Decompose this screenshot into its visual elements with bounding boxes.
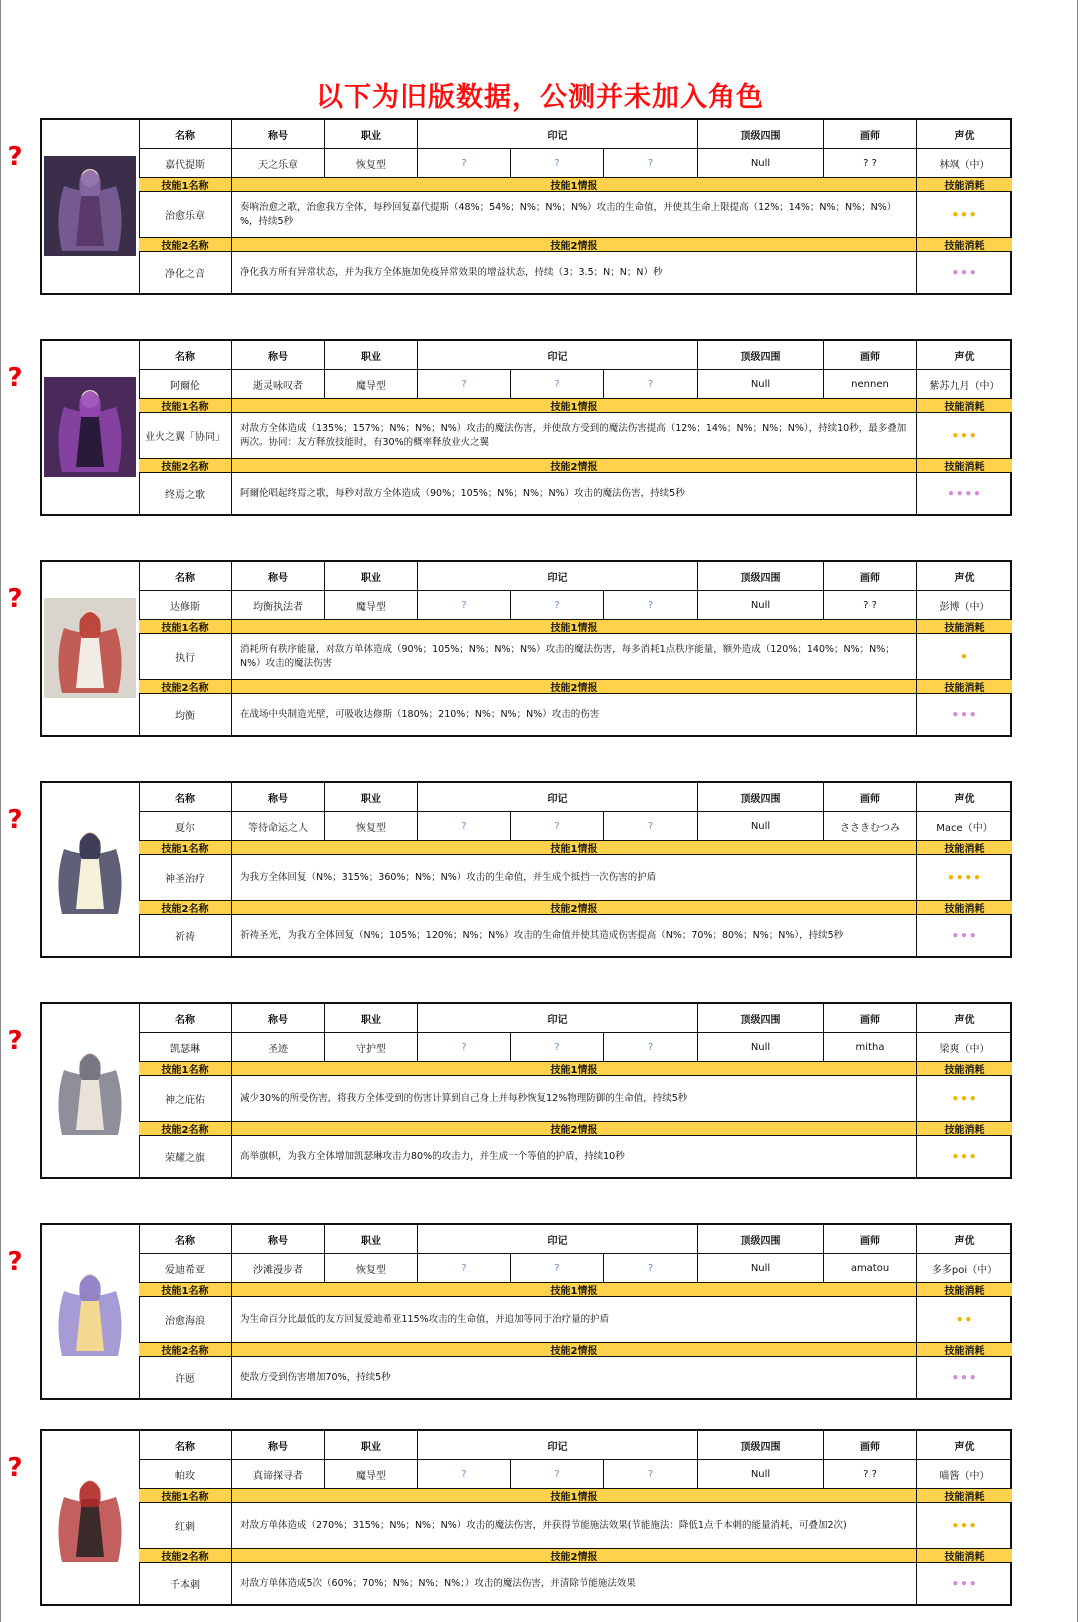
skill2-name-header: 技能2名称 [139, 459, 232, 473]
header-job: 职业 [325, 341, 418, 370]
skill2-description: 高举旗帜，为我方全体增加凯瑟琳攻击力80%的攻击力，并生成一个等值的护盾，持续10秒 [232, 1136, 917, 1177]
skill1-cost: ••• [917, 1503, 1012, 1549]
page-border-left [0, 0, 1, 1622]
header-job: 职业 [325, 1431, 418, 1460]
header-name: 名称 [139, 1225, 232, 1254]
skill2-cost: ••• [951, 1576, 978, 1591]
skill2-cost-header: 技能消耗 [917, 238, 1012, 252]
character-name: 爱迪希亚 [139, 1254, 232, 1283]
skill1-row [139, 1503, 1012, 1549]
header-name: 名称 [139, 783, 232, 812]
header-mark: 印记 [418, 120, 698, 149]
character-table [139, 1431, 1012, 1604]
header-top4: 顶级四围 [698, 120, 824, 149]
row-question-mark: ? [7, 1026, 23, 1056]
header-artist: 画师 [824, 341, 917, 370]
skill1-name-header: 技能1名称 [139, 620, 232, 634]
character-card [40, 1223, 1012, 1400]
mark-3: ? [604, 149, 698, 178]
skill1-cost: •• [917, 1297, 1012, 1343]
top-stats: Null [698, 370, 824, 399]
artist: amatou [824, 1254, 917, 1283]
character-name: 夏尔 [139, 812, 232, 841]
character-job: 魔导型 [325, 591, 418, 620]
skill2-cost: ••• [951, 1370, 978, 1385]
mark-3: ? [604, 1033, 698, 1062]
mark-1: ? [418, 591, 511, 620]
header-epithet: 称号 [232, 341, 325, 370]
skill2-name-header: 技能2名称 [139, 901, 232, 915]
info-row [139, 1460, 1012, 1489]
skill1-cost: ••• [917, 192, 1012, 238]
skill1-header-row [139, 1062, 1012, 1076]
character-epithet: 圣迹 [232, 1033, 325, 1062]
character-portrait [44, 377, 136, 477]
skill2-name-header: 技能2名称 [139, 1122, 232, 1136]
row-question-mark: ? [7, 142, 23, 172]
character-name: 阿爾伦 [139, 370, 232, 399]
skill2-cost-header: 技能消耗 [917, 1122, 1012, 1136]
skill1-info-header: 技能1情报 [232, 178, 917, 192]
portrait-cell [42, 120, 140, 293]
mark-2: ? [511, 812, 604, 841]
skill1-row [139, 413, 1012, 459]
skill2-info-header: 技能2情报 [232, 1122, 917, 1136]
character-table [139, 341, 1012, 514]
mark-1: ? [418, 370, 511, 399]
skill1-name: 执行 [139, 634, 232, 680]
mark-2: ? [511, 370, 604, 399]
skill1-name-header: 技能1名称 [139, 399, 232, 413]
mark-1: ? [418, 1254, 511, 1283]
character-card [40, 339, 1012, 516]
header-cv: 声优 [917, 1225, 1012, 1254]
skill2-row [139, 473, 1012, 514]
header-cv: 声优 [917, 341, 1012, 370]
skill1-cost-header: 技能消耗 [917, 1062, 1012, 1076]
info-row [139, 1033, 1012, 1062]
header-mark: 印记 [418, 1431, 698, 1460]
character-portrait [44, 1040, 136, 1140]
skill2-name-header: 技能2名称 [139, 1343, 232, 1357]
voice-actor: 林飒（中） [917, 149, 1012, 178]
header-artist: 画师 [824, 1225, 917, 1254]
skill1-name-header: 技能1名称 [139, 178, 232, 192]
header-top4: 顶级四围 [698, 1004, 824, 1033]
skill2-cost-header: 技能消耗 [917, 901, 1012, 915]
character-name: 达修斯 [139, 591, 232, 620]
header-cv: 声优 [917, 783, 1012, 812]
header-top4: 顶级四围 [698, 1431, 824, 1460]
mark-2: ? [511, 1254, 604, 1283]
header-artist: 画师 [824, 120, 917, 149]
skill1-name: 神圣治疗 [139, 855, 232, 901]
skill1-description: 奏响治愈之歌，治愈我方全体，每秒回复嘉代提斯（48%；54%；N%；N%；N%）攻击的生命值，并使其生命上限提高（12%；14%；N%；N%；N%）%，持续5秒 [232, 192, 917, 238]
mark-2: ? [511, 149, 604, 178]
top-stats: Null [698, 591, 824, 620]
skill1-description: 减少30%的所受伤害，将我方全体受到的伤害计算到自己身上并每秒恢复12%物理防御的生命值，持续5秒 [232, 1076, 917, 1122]
skill1-info-header: 技能1情报 [232, 841, 917, 855]
skill2-name: 净化之音 [139, 252, 232, 293]
skill1-cost-header: 技能消耗 [917, 1489, 1012, 1503]
mark-2: ? [511, 591, 604, 620]
top-stats: Null [698, 812, 824, 841]
mark-3: ? [604, 1254, 698, 1283]
character-table [139, 783, 1012, 956]
header-artist: 画师 [824, 562, 917, 591]
artist: nennen [824, 370, 917, 399]
skill1-cost: • [917, 634, 1012, 680]
skill1-cost-header: 技能消耗 [917, 399, 1012, 413]
header-epithet: 称号 [232, 562, 325, 591]
skill2-description: 使敌方受到伤害增加70%，持续5秒 [232, 1357, 917, 1398]
character-name: 凯瑟琳 [139, 1033, 232, 1062]
skill2-header-row [139, 1343, 1012, 1357]
portrait-cell [42, 562, 140, 735]
skill1-cost: •••• [917, 855, 1012, 901]
skill1-row [139, 634, 1012, 680]
skill1-info-header: 技能1情报 [232, 620, 917, 634]
skill1-header-row [139, 620, 1012, 634]
header-artist: 画师 [824, 1431, 917, 1460]
header-row [139, 783, 1012, 812]
character-table [139, 1225, 1012, 1398]
skill1-info-header: 技能1情报 [232, 1062, 917, 1076]
voice-actor: 彭博（中） [917, 591, 1012, 620]
row-question-mark: ? [7, 363, 23, 393]
character-portrait [44, 1261, 136, 1361]
mark-3: ? [604, 591, 698, 620]
skill2-info-header: 技能2情报 [232, 238, 917, 252]
header-cv: 声优 [917, 1431, 1012, 1460]
mark-3: ? [604, 1460, 698, 1489]
skill1-description: 消耗所有秩序能量，对敌方单体造成（90%；105%；N%；N%；N%）攻击的魔法伤害，每多消耗1点秩序能量，额外造成（120%；140%；N%；N%；N%）攻击的魔法伤害 [232, 634, 917, 680]
header-name: 名称 [139, 120, 232, 149]
skill2-row [139, 1563, 1012, 1604]
skill2-row [139, 1136, 1012, 1177]
header-top4: 顶级四围 [698, 783, 824, 812]
portrait-cell [42, 341, 140, 514]
skill1-header-row [139, 841, 1012, 855]
character-epithet: 真谛探寻者 [232, 1460, 325, 1489]
character-epithet: 沙滩漫步者 [232, 1254, 325, 1283]
skill2-header-row [139, 901, 1012, 915]
header-row [139, 1431, 1012, 1460]
skill2-name-header: 技能2名称 [139, 680, 232, 694]
mark-2: ? [511, 1033, 604, 1062]
character-table [139, 120, 1012, 293]
character-portrait [44, 1467, 136, 1567]
top-stats: Null [698, 1254, 824, 1283]
mark-1: ? [418, 1460, 511, 1489]
portrait-cell [42, 783, 140, 956]
header-epithet: 称号 [232, 120, 325, 149]
skill2-cost-header: 技能消耗 [917, 1549, 1012, 1563]
portrait-cell [42, 1431, 140, 1604]
skill1-info-header: 技能1情报 [232, 399, 917, 413]
character-table [139, 1004, 1012, 1177]
header-name: 名称 [139, 1431, 232, 1460]
skill2-description: 阿爾伦唱起终焉之歌，每秒对敌方全体造成（90%；105%；N%；N%；N%）攻击的魔法伤害，持续5秒 [232, 473, 917, 514]
top-stats: Null [698, 1460, 824, 1489]
header-cv: 声优 [917, 120, 1012, 149]
skill2-name: 千本刺 [139, 1563, 232, 1604]
skill1-name: 治愈海浪 [139, 1297, 232, 1343]
artist: ? ? [824, 149, 917, 178]
skill2-row [139, 694, 1012, 735]
header-mark: 印记 [418, 1225, 698, 1254]
skill2-name-header: 技能2名称 [139, 238, 232, 252]
skill2-cost: ••• [951, 1149, 978, 1164]
skill1-cost-header: 技能消耗 [917, 841, 1012, 855]
skill2-row [139, 252, 1012, 293]
header-epithet: 称号 [232, 783, 325, 812]
header-cv: 声优 [917, 562, 1012, 591]
skill1-row [139, 855, 1012, 901]
skill1-name: 业火之翼「协同」 [139, 413, 232, 459]
info-row [139, 1254, 1012, 1283]
skill2-row [139, 915, 1012, 956]
skill1-cost-header: 技能消耗 [917, 178, 1012, 192]
character-card [40, 781, 1012, 958]
header-job: 职业 [325, 120, 418, 149]
info-row [139, 149, 1012, 178]
character-job: 恢复型 [325, 149, 418, 178]
row-question-mark: ? [7, 1453, 23, 1483]
skill2-description: 在战场中央制造光壁，可吸收达修斯（180%；210%；N%；N%；N%）攻击的伤害 [232, 694, 917, 735]
voice-actor: 梁爽（中） [917, 1033, 1012, 1062]
skill2-cost-header: 技能消耗 [917, 459, 1012, 473]
header-job: 职业 [325, 562, 418, 591]
skill1-name: 治愈乐章 [139, 192, 232, 238]
skill2-info-header: 技能2情报 [232, 901, 917, 915]
header-artist: 画师 [824, 783, 917, 812]
header-mark: 印记 [418, 1004, 698, 1033]
mark-1: ? [418, 149, 511, 178]
character-job: 魔导型 [325, 370, 418, 399]
artist: ? ? [824, 1460, 917, 1489]
info-row [139, 591, 1012, 620]
skill2-info-header: 技能2情报 [232, 459, 917, 473]
mark-3: ? [604, 812, 698, 841]
artist: mitha [824, 1033, 917, 1062]
character-name: 帕玫 [139, 1460, 232, 1489]
skill1-header-row [139, 1283, 1012, 1297]
header-row [139, 120, 1012, 149]
character-job: 恢复型 [325, 1254, 418, 1283]
header-name: 名称 [139, 1004, 232, 1033]
skill2-cost: ••• [951, 928, 978, 943]
skill2-cost-header: 技能消耗 [917, 680, 1012, 694]
skill2-info-header: 技能2情报 [232, 1549, 917, 1563]
skill1-description: 对敌方单体造成（270%；315%；N%；N%；N%）攻击的魔法伤害，并获得节能施法效果(节能施法：降低1点千本刺的能量消耗，可叠加2次) [232, 1503, 917, 1549]
skill1-name: 神之庇佑 [139, 1076, 232, 1122]
header-name: 名称 [139, 341, 232, 370]
character-job: 恢复型 [325, 812, 418, 841]
header-mark: 印记 [418, 341, 698, 370]
header-row [139, 562, 1012, 591]
portrait-cell [42, 1225, 140, 1398]
row-question-mark: ? [7, 805, 23, 835]
skill1-name-header: 技能1名称 [139, 1283, 232, 1297]
skill2-description: 净化我方所有异常状态，并为我方全体施加免疫异常效果的增益状态，持续（3；3.5；N；N；N）秒 [232, 252, 917, 293]
skill1-header-row [139, 1489, 1012, 1503]
header-top4: 顶级四围 [698, 1225, 824, 1254]
skill2-info-header: 技能2情报 [232, 1343, 917, 1357]
header-artist: 画师 [824, 1004, 917, 1033]
row-question-mark: ? [7, 584, 23, 614]
header-cv: 声优 [917, 1004, 1012, 1033]
top-stats: Null [698, 149, 824, 178]
skill1-cost-header: 技能消耗 [917, 1283, 1012, 1297]
info-row [139, 370, 1012, 399]
skill1-row [139, 1297, 1012, 1343]
skill2-name: 终焉之歌 [139, 473, 232, 514]
skill2-row [139, 1357, 1012, 1398]
character-name: 嘉代提斯 [139, 149, 232, 178]
header-top4: 顶级四围 [698, 562, 824, 591]
character-card [40, 118, 1012, 295]
skill1-header-row [139, 178, 1012, 192]
skill2-name: 祈祷 [139, 915, 232, 956]
skill2-cost: ••• [951, 707, 978, 722]
skill2-name: 荣耀之旗 [139, 1136, 232, 1177]
character-epithet: 天之乐章 [232, 149, 325, 178]
skill2-cost: •••• [947, 486, 982, 501]
skill1-info-header: 技能1情报 [232, 1283, 917, 1297]
skill1-description: 为我方全体回复（N%；315%；360%；N%；N%）攻击的生命值，并生成个抵挡一次伤害的护盾 [232, 855, 917, 901]
header-row [139, 341, 1012, 370]
mark-1: ? [418, 812, 511, 841]
skill2-header-row [139, 459, 1012, 473]
skill2-header-row [139, 680, 1012, 694]
character-card [40, 1429, 1012, 1606]
character-epithet: 逝灵咏叹者 [232, 370, 325, 399]
skill2-name: 均衡 [139, 694, 232, 735]
skill2-name-header: 技能2名称 [139, 1549, 232, 1563]
character-card [40, 560, 1012, 737]
header-epithet: 称号 [232, 1431, 325, 1460]
voice-actor: 紫苏九月（中） [917, 370, 1012, 399]
skill1-name: 红刺 [139, 1503, 232, 1549]
skill1-name-header: 技能1名称 [139, 1489, 232, 1503]
skill1-description: 为生命百分比最低的友方回复爱迪希亚115%攻击的生命值，并追加等同于治疗量的护盾 [232, 1297, 917, 1343]
header-mark: 印记 [418, 783, 698, 812]
character-table [139, 562, 1012, 735]
skill2-info-header: 技能2情报 [232, 680, 917, 694]
skill2-cost-header: 技能消耗 [917, 1343, 1012, 1357]
skill2-name: 许愿 [139, 1357, 232, 1398]
character-portrait [44, 156, 136, 256]
skill2-description: 祈祷圣光，为我方全体回复（N%；105%；120%；N%；N%）攻击的生命值并使其造成伤害提高（N%；70%；80%；N%；N%），持续5秒 [232, 915, 917, 956]
portrait-cell [42, 1004, 140, 1177]
header-row [139, 1225, 1012, 1254]
skill1-cost: ••• [917, 413, 1012, 459]
skill1-row [139, 192, 1012, 238]
skill2-header-row [139, 238, 1012, 252]
voice-actor: 多多poi（中） [917, 1254, 1012, 1283]
skill2-description: 对敌方单体造成5次（60%；70%；N%；N%；N%；）攻击的魔法伤害，并清除节能施法效果 [232, 1563, 917, 1604]
skill2-header-row [139, 1549, 1012, 1563]
skill1-name-header: 技能1名称 [139, 841, 232, 855]
character-portrait [44, 598, 136, 698]
page-border-right [1077, 0, 1078, 1622]
artist: ささきむつみ [824, 812, 917, 841]
skill1-cost: ••• [917, 1076, 1012, 1122]
character-portrait [44, 819, 136, 919]
header-epithet: 称号 [232, 1004, 325, 1033]
voice-actor: 喵酱（中） [917, 1460, 1012, 1489]
skill1-description: 对敌方全体造成（135%；157%；N%；N%；N%）攻击的魔法伤害，并使敌方受到的魔法伤害提高（12%；14%；N%；N%；N%），持续10秒，最多叠加两次。协同：友方释放技能时，有30%的概率释放业火之翼 [232, 413, 917, 459]
skill1-name-header: 技能1名称 [139, 1062, 232, 1076]
header-job: 职业 [325, 1225, 418, 1254]
header-mark: 印记 [418, 562, 698, 591]
mark-2: ? [511, 1460, 604, 1489]
skill2-header-row [139, 1122, 1012, 1136]
skill1-cost-header: 技能消耗 [917, 620, 1012, 634]
character-epithet: 均衡执法者 [232, 591, 325, 620]
header-top4: 顶级四围 [698, 341, 824, 370]
voice-actor: Mace（中） [917, 812, 1012, 841]
skill1-row [139, 1076, 1012, 1122]
character-job: 魔导型 [325, 1460, 418, 1489]
header-name: 名称 [139, 562, 232, 591]
mark-1: ? [418, 1033, 511, 1062]
header-job: 职业 [325, 1004, 418, 1033]
skill1-info-header: 技能1情报 [232, 1489, 917, 1503]
page-title: 以下为旧版数据，公测并未加入角色 [316, 82, 764, 113]
mark-3: ? [604, 370, 698, 399]
header-epithet: 称号 [232, 1225, 325, 1254]
header-row [139, 1004, 1012, 1033]
skill2-cost: ••• [951, 265, 978, 280]
row-question-mark: ? [7, 1247, 23, 1277]
artist: ? ? [824, 591, 917, 620]
character-card [40, 1002, 1012, 1179]
top-stats: Null [698, 1033, 824, 1062]
info-row [139, 812, 1012, 841]
skill1-header-row [139, 399, 1012, 413]
character-job: 守护型 [325, 1033, 418, 1062]
character-epithet: 等待命运之人 [232, 812, 325, 841]
header-job: 职业 [325, 783, 418, 812]
